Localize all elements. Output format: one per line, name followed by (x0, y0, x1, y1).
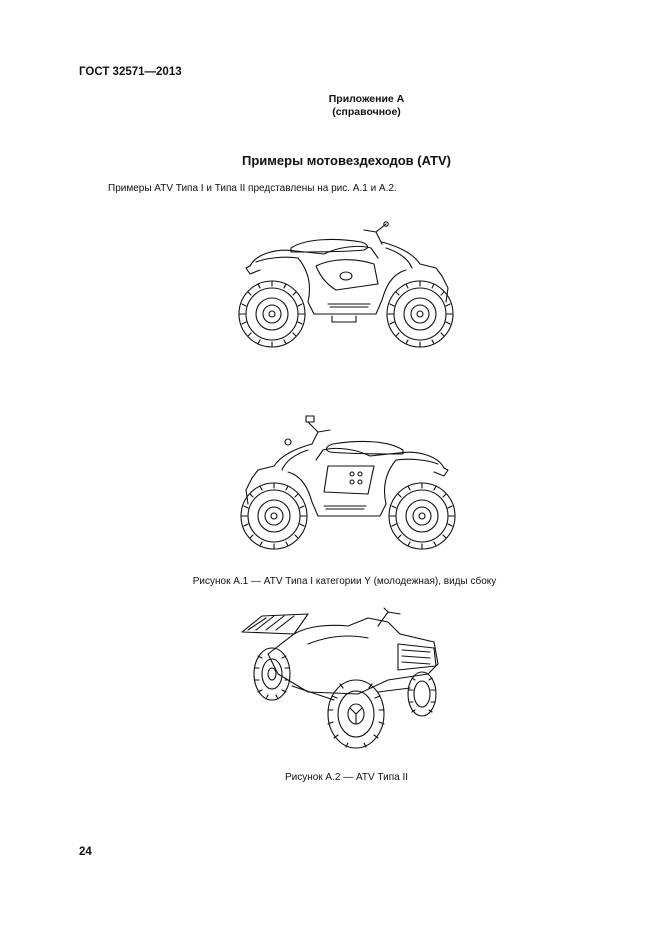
document-header: ГОСТ 32571—2013 (79, 66, 182, 78)
page-number: 24 (79, 846, 92, 858)
atv-side-view-right-image (236, 218, 458, 358)
atv-side-view-left-image (236, 412, 458, 560)
atv-type-two-image (238, 604, 442, 752)
appendix-type: (справочное) (332, 106, 401, 118)
intro-paragraph: Примеры ATV Типа I и Типа II представлены на рис. А.1 и А.2. (108, 183, 397, 194)
appendix-label: Приложение А (328, 93, 405, 105)
section-title: Примеры мотовездеходов (ATV) (242, 153, 451, 168)
figure-a1-caption: Рисунок А.1 — ATV Типа I категории Y (молодежная), виды сбоку (192, 576, 497, 587)
figure-a2-caption: Рисунок А.2 — ATV Типа II (284, 772, 409, 783)
